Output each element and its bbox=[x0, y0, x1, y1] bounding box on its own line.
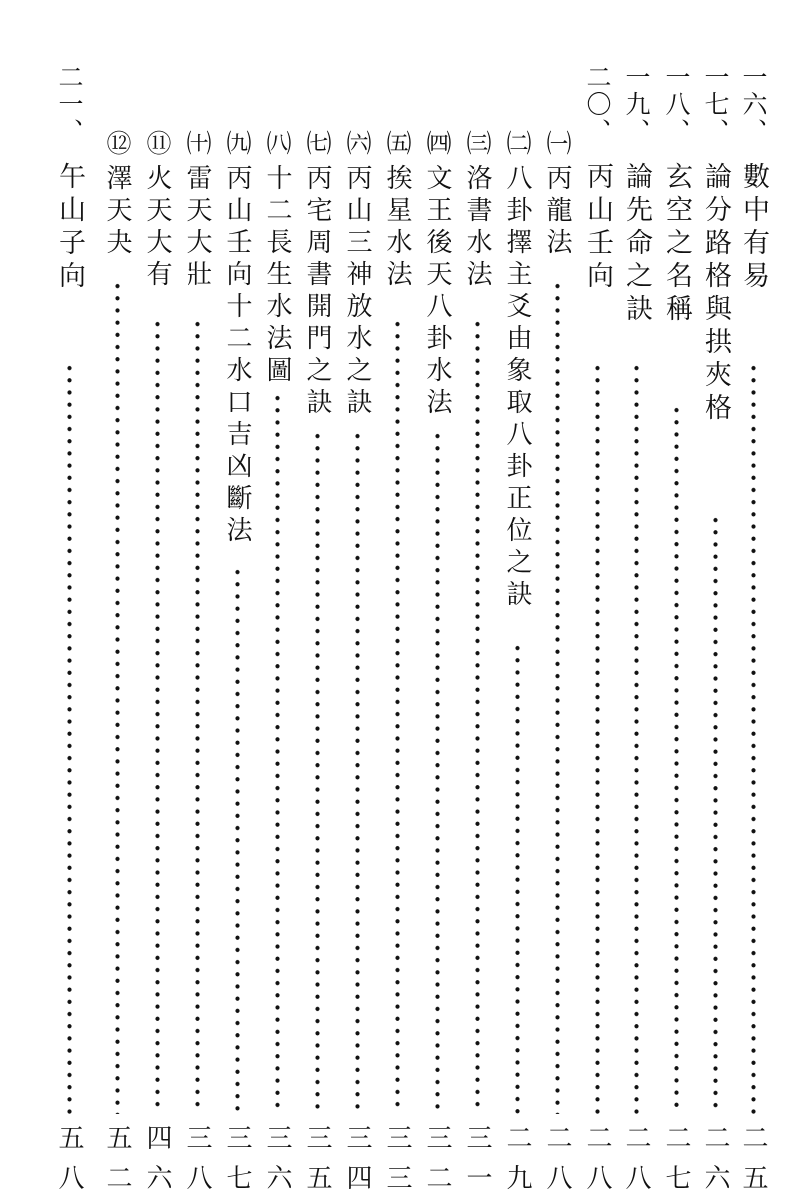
dot-leader bbox=[435, 430, 440, 1114]
entry-number: ㈥ bbox=[343, 130, 372, 157]
page-number: 二五 bbox=[738, 1124, 768, 1204]
page-number: 五二 bbox=[102, 1124, 132, 1204]
dot-leader bbox=[634, 362, 639, 1114]
page-number: 二八 bbox=[621, 1124, 651, 1204]
dot-leader bbox=[155, 318, 160, 1114]
entry-number: 一八、 bbox=[662, 64, 691, 145]
entry-title: 澤天夬 bbox=[102, 164, 132, 260]
dot-leader bbox=[115, 280, 120, 1114]
dot-leader bbox=[475, 318, 480, 1114]
entry-title: 文王後天八卦水法 bbox=[422, 164, 452, 420]
page-number: 三五 bbox=[302, 1124, 332, 1204]
entry-title: 丙宅周書開門之訣 bbox=[302, 164, 332, 420]
entry-title: 丙山三神放水之訣 bbox=[342, 164, 372, 420]
dot-leader bbox=[67, 362, 72, 1114]
entry-number: ⑪ bbox=[143, 130, 172, 157]
entry-number: ㈧ bbox=[263, 130, 292, 157]
dot-leader bbox=[555, 280, 560, 1114]
entry-number: ㈣ bbox=[423, 130, 452, 157]
entry-number: ㈤ bbox=[383, 130, 412, 157]
page-number: 三二 bbox=[422, 1124, 452, 1204]
entry-number: ㈨ bbox=[223, 130, 252, 157]
entry-title: 玄空之名稱 bbox=[661, 162, 692, 327]
page-number: 三七 bbox=[222, 1124, 252, 1204]
dot-leader bbox=[751, 362, 756, 1114]
entry-number: ㈩ bbox=[183, 130, 212, 157]
page-number: 四六 bbox=[142, 1124, 172, 1204]
dot-leader bbox=[235, 566, 240, 1114]
dot-leader bbox=[195, 318, 200, 1114]
dot-leader bbox=[595, 362, 600, 1114]
entry-title: 數中有易 bbox=[738, 162, 769, 294]
entry-number: 一九、 bbox=[622, 64, 651, 145]
page-number: 二八 bbox=[542, 1124, 572, 1204]
dot-leader bbox=[275, 392, 280, 1114]
page-number: 三四 bbox=[342, 1124, 372, 1204]
entry-title: 十二長生水法圖 bbox=[262, 164, 292, 388]
entry-title: 雷天大壯 bbox=[182, 164, 212, 292]
page-number: 五八 bbox=[54, 1124, 84, 1204]
page-number: 三三 bbox=[382, 1124, 412, 1204]
entry-title: 論分路格與拱夾格 bbox=[700, 162, 731, 426]
page-number: 二六 bbox=[700, 1124, 730, 1204]
entry-title: 論先命之訣 bbox=[621, 162, 652, 327]
dot-leader bbox=[315, 430, 320, 1114]
dot-leader bbox=[674, 404, 679, 1114]
entry-number: ⑫ bbox=[103, 130, 132, 157]
page-number: 三六 bbox=[262, 1124, 292, 1204]
dot-leader bbox=[713, 514, 718, 1114]
entry-number: 二一、 bbox=[55, 64, 84, 145]
entry-number: 一七、 bbox=[701, 64, 730, 145]
entry-title: 丙龍法 bbox=[542, 164, 572, 260]
entry-title: 八卦擇主爻由象取八卦正位之訣 bbox=[502, 164, 532, 612]
entry-title: 火天大有 bbox=[142, 164, 172, 292]
entry-number: ㈦ bbox=[303, 130, 332, 157]
entry-title: 洛書水法 bbox=[462, 164, 492, 292]
entry-number: ㈠ bbox=[543, 130, 572, 157]
page-number: 二七 bbox=[661, 1124, 691, 1204]
dot-leader bbox=[355, 430, 360, 1114]
page-number: 三八 bbox=[182, 1124, 212, 1204]
dot-leader bbox=[515, 642, 520, 1114]
entry-number: ㈢ bbox=[463, 130, 492, 157]
page-number: 三一 bbox=[462, 1124, 492, 1204]
entry-number: 一六、 bbox=[739, 64, 768, 145]
dot-leader bbox=[395, 318, 400, 1114]
page-number: 二九 bbox=[502, 1124, 532, 1204]
entry-title: 丙山壬向 bbox=[582, 162, 613, 294]
entry-title: 丙山壬向十二水口吉凶斷法 bbox=[222, 164, 252, 548]
entry-title: 挨星水法 bbox=[382, 164, 412, 292]
entry-number: 二〇、 bbox=[583, 64, 612, 145]
page-number: 二八 bbox=[582, 1124, 612, 1204]
entry-title: 午山子向 bbox=[54, 162, 85, 294]
entry-number: ㈡ bbox=[503, 130, 532, 157]
